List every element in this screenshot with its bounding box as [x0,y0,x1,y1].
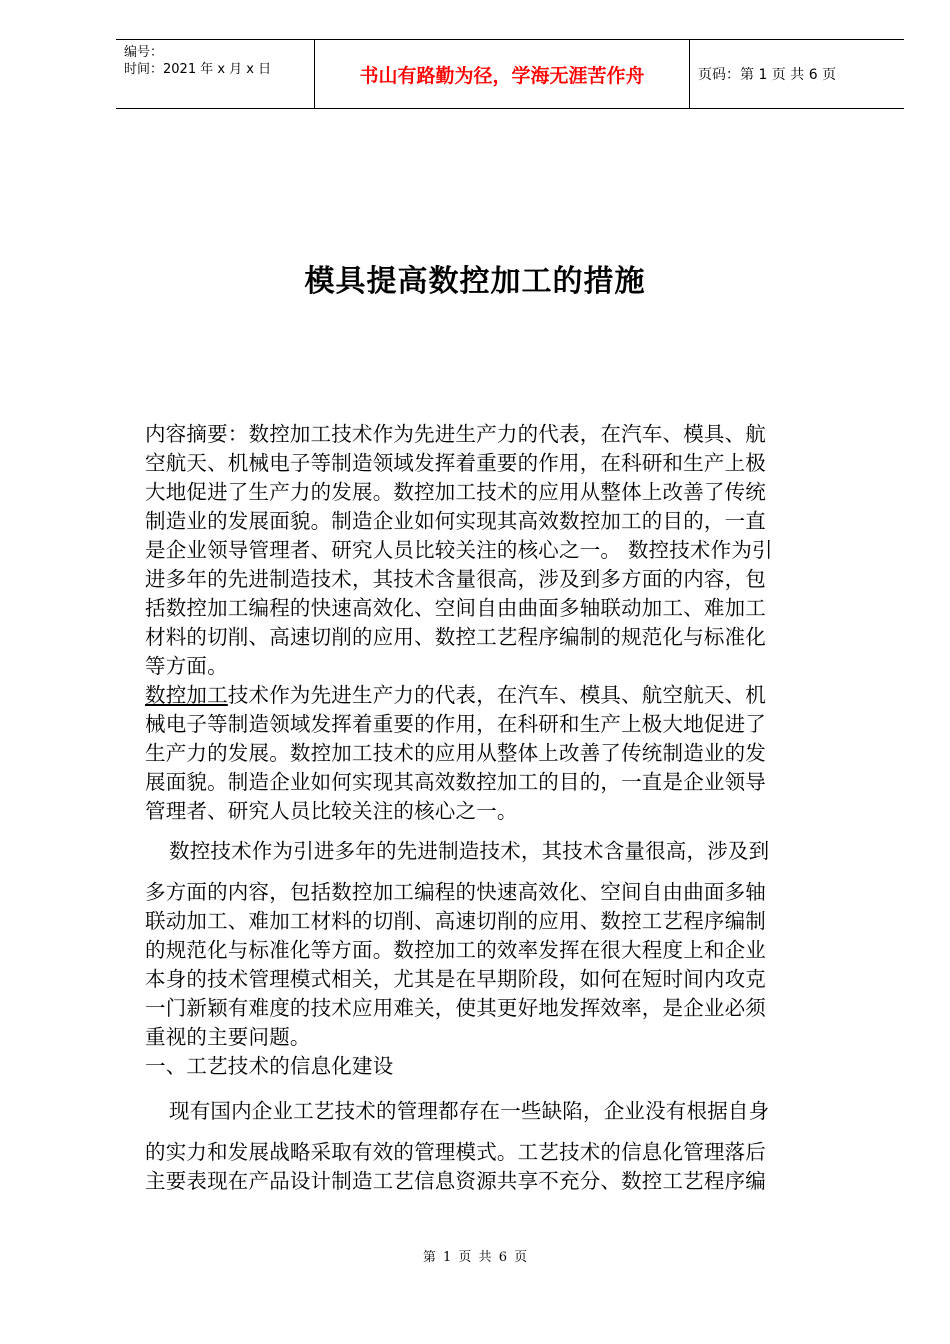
header-table [116,39,904,109]
page-footer: 第 1 页 共 6 页 [422,1250,528,1265]
text-line [145,681,861,710]
header-page-cell [690,40,904,108]
header-meta-cell [116,40,315,108]
text-line: 括数控加工编程的快速高效化、空间自由曲面多轴联动加工、难加工 [145,596,766,620]
section-heading: 一、工艺技术的信息化建设 [145,1054,394,1078]
text-line: 本身的技术管理模式相关，尤其是在早期阶段，如何在短时间内攻克 [145,967,766,991]
text-line: 多方面的内容，包括数控加工编程的快速高效化、空间自由曲面多轴 [145,880,766,904]
text-line: 械电子等制造领域发挥着重要的作用，在科研和生产上极大地促进了 [145,712,766,736]
text-line: 生产力的发展。数控加工技术的应用从整体上改善了传统制造业的发 [145,741,766,765]
text-line: 的规范化与标准化等方面。数控加工的效率发挥在很大程度上和企业 [145,938,766,962]
motto: 书山有路勤为径，学海无涯苦作舟 [359,64,645,87]
text-line: 材料的切削、高速切削的应用、数控工艺程序编制的规范化与标准化 [145,625,766,649]
text-line: 联动加工、难加工材料的切削、高速切削的应用、数控工艺程序编制 [145,909,766,933]
page-info: 页码：第 1 页 共 6 页 [698,67,837,83]
abstract-paragraph [145,420,861,681]
text-line: 管理者、研究人员比较关注的核心之一。 [145,799,518,823]
text-line: 现有国内企业工艺技术的管理都存在一些缺陷，企业没有根据自身 [169,1099,770,1123]
text-line: 展面貌。制造企业如何实现其高效数控加工的目的，一直是企业领导 [145,770,766,794]
header-motto-cell [315,40,690,108]
document-title: 模具提高数控加工的措施 [304,264,646,299]
text-line: 重视的主要问题。 [145,1025,311,1049]
text-line: 的实力和发展战略采取有效的管理模式。工艺技术的信息化管理落后 [145,1140,766,1164]
body-paragraph-3 [145,1138,861,1196]
text-line: 内容摘要：数控加工技术作为先进生产力的代表，在汽车、模具、航 [145,422,766,446]
text-line: 进多年的先进制造技术，其技术含量很高，涉及到多方面的内容，包 [145,567,766,591]
text-line: 大地促进了生产力的发展。数控加工技术的应用从整体上改善了传统 [145,480,766,504]
body-paragraph-3-first-line [145,1097,861,1126]
body-paragraph-2-first-line [145,837,861,866]
body-paragraph-1 [145,681,861,826]
underlined-term: 数控加工 [145,683,228,707]
body-paragraph-2 [145,878,861,1081]
text-line: 空航天、机械电子等制造领域发挥着重要的作用，在科研和生产上极 [145,451,766,475]
text-line: 等方面。 [145,654,228,678]
number-label: 编号： [124,45,164,60]
text-line: 数控技术作为引进多年的先进制造技术，其技术含量很高，涉及到 [169,839,770,863]
text-line: 制造业的发展面貌。制造企业如何实现其高效数控加工的目的，一直 [145,509,766,533]
text-line: 主要表现在产品设计制造工艺信息资源共享不充分、数控工艺程序编 [145,1169,766,1193]
text-span: 技术作为先进生产力的代表，在汽车、模具、航空航天、机 [227,683,767,707]
text-line: 是企业领导管理者、研究人员比较关注的核心之一。 数控技术作为引 [145,538,773,562]
time-label: 时间：2021 年 x 月 x 日 [124,62,272,77]
text-line: 一门新颖有难度的技术应用难关，使其更好地发挥效率，是企业必须 [145,996,766,1020]
